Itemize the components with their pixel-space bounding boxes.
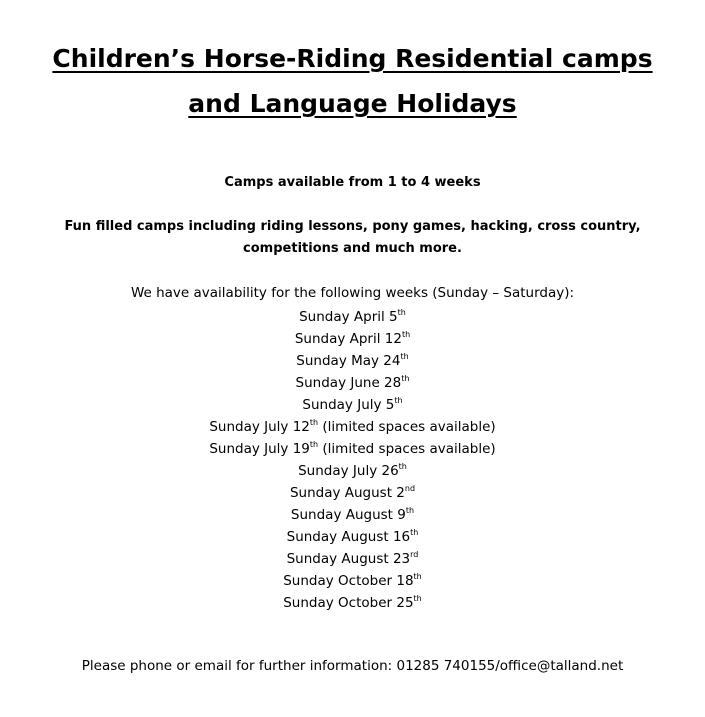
week-item <box>0 350 705 372</box>
availability-intro: We have availability for the following weeks (Sunday – Saturday): <box>130 285 575 301</box>
week-date: Sunday June 28 <box>295 375 402 391</box>
ordinal-suffix: th <box>397 308 406 317</box>
week-date: Sunday July 5 <box>302 397 395 413</box>
ordinal-suffix: th <box>398 462 407 471</box>
week-item <box>0 482 705 504</box>
week-item <box>0 592 705 614</box>
week-date: Sunday October 18 <box>283 573 414 589</box>
ordinal-suffix: th <box>401 330 411 339</box>
week-item <box>0 570 705 592</box>
week-date: Sunday August 9 <box>290 507 406 523</box>
week-date: Sunday July 12 <box>209 419 310 435</box>
week-note: (limited spaces available) <box>318 441 496 457</box>
week-date: Sunday July 26 <box>298 463 399 479</box>
camps-duration-text: Camps available from 1 to 4 weeks <box>224 175 481 190</box>
week-date: Sunday August 16 <box>286 529 411 545</box>
ordinal-suffix: th <box>400 352 409 361</box>
ordinal-suffix: th <box>410 528 419 537</box>
ordinal-suffix: th <box>401 374 410 383</box>
week-item <box>0 460 705 482</box>
week-date: Sunday April 5 <box>299 309 398 325</box>
week-item <box>0 548 705 570</box>
week-item <box>0 394 705 416</box>
week-item <box>0 438 705 460</box>
activities-text-line-2: competitions and much more. <box>243 241 462 256</box>
ordinal-suffix: th <box>413 594 422 603</box>
week-item <box>0 372 705 394</box>
week-item <box>0 328 705 350</box>
activities-text-line-1: Fun filled camps including riding lessons, pony games, hacking, cross country, <box>64 219 641 234</box>
week-date: Sunday May 24 <box>296 353 401 369</box>
ordinal-suffix: th <box>394 396 403 405</box>
week-date: Sunday October 25 <box>283 595 414 611</box>
week-date: Sunday August 2 <box>289 485 405 501</box>
week-item <box>0 526 705 548</box>
week-item <box>0 306 705 328</box>
ordinal-suffix: nd <box>404 484 416 493</box>
available-weeks-list <box>0 306 705 614</box>
contact-info: Please phone or email for further information: 01285 740155/office@talland.net <box>81 658 624 674</box>
week-item <box>0 416 705 438</box>
week-note: (limited spaces available) <box>318 419 496 435</box>
ordinal-suffix: th <box>405 506 415 515</box>
week-date: Sunday July 19 <box>209 441 310 457</box>
ordinal-suffix: th <box>309 440 319 449</box>
week-date: Sunday August 23 <box>286 551 411 567</box>
title-line-2: and Language Holidays <box>188 89 517 118</box>
ordinal-suffix: th <box>309 418 319 427</box>
title-line-1: Children’s Horse-Riding Residential camps <box>52 44 653 73</box>
ordinal-suffix: rd <box>410 550 419 559</box>
ordinal-suffix: th <box>413 572 422 581</box>
week-item <box>0 504 705 526</box>
week-date: Sunday April 12 <box>294 331 402 347</box>
